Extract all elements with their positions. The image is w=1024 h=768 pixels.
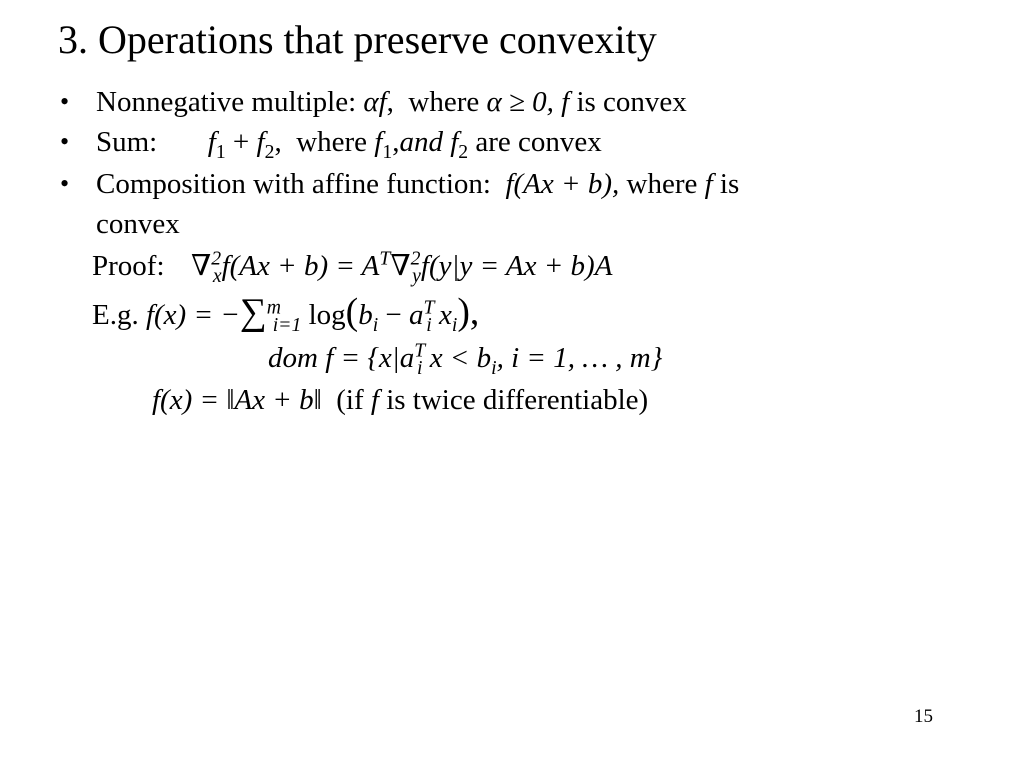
bullet-label: Nonnegative multiple: [96, 86, 357, 118]
math-expr: αf [363, 86, 387, 118]
bullet-nonnegative-multiple: Nonnegative multiple: αf, where α ≥ 0, f is convex [96, 86, 687, 118]
bullet-affine-composition: Composition with affine function: f(Ax + b), where f is [96, 168, 740, 200]
math-condition: α ≥ 0, [486, 86, 554, 118]
example-norm: f(x) = ‖Ax + b‖ (if f is twice differentiable) [152, 384, 649, 416]
bullet-label: Sum: [96, 126, 158, 158]
bullet-marker: • [60, 127, 70, 156]
bullet-label: Composition with affine function: [96, 168, 491, 200]
example-label: E.g. [92, 299, 139, 331]
slide-title: 3. Operations that preserve convexity [58, 17, 657, 62]
page-number: 15 [914, 706, 933, 727]
bullet-sum: Sum: $f_1 + f_2$, where $f_1,and$ $f_2$ are convex [96, 126, 602, 163]
math-expr: f(Ax + b), [505, 168, 620, 200]
example-log-barrier: E.g. f(x) = −∑$^m_{i=1}$ $\log(b_i - a^T_i$ $x_i$), [92, 291, 480, 336]
bullet-marker: • [60, 87, 70, 116]
bullet-marker: • [60, 169, 70, 198]
bullet-continuation: convex [96, 208, 180, 240]
proof-line: Proof: $\nabla^2_xf(Ax + b) = A^T\nabla^2_yf(y|y = Ax + b)A$ [92, 247, 613, 287]
proof-label: Proof: [92, 250, 165, 282]
domain-definition: dom $f = \{x|a^T_i$ $x < b_i$, i = 1, … , m} [268, 339, 663, 379]
